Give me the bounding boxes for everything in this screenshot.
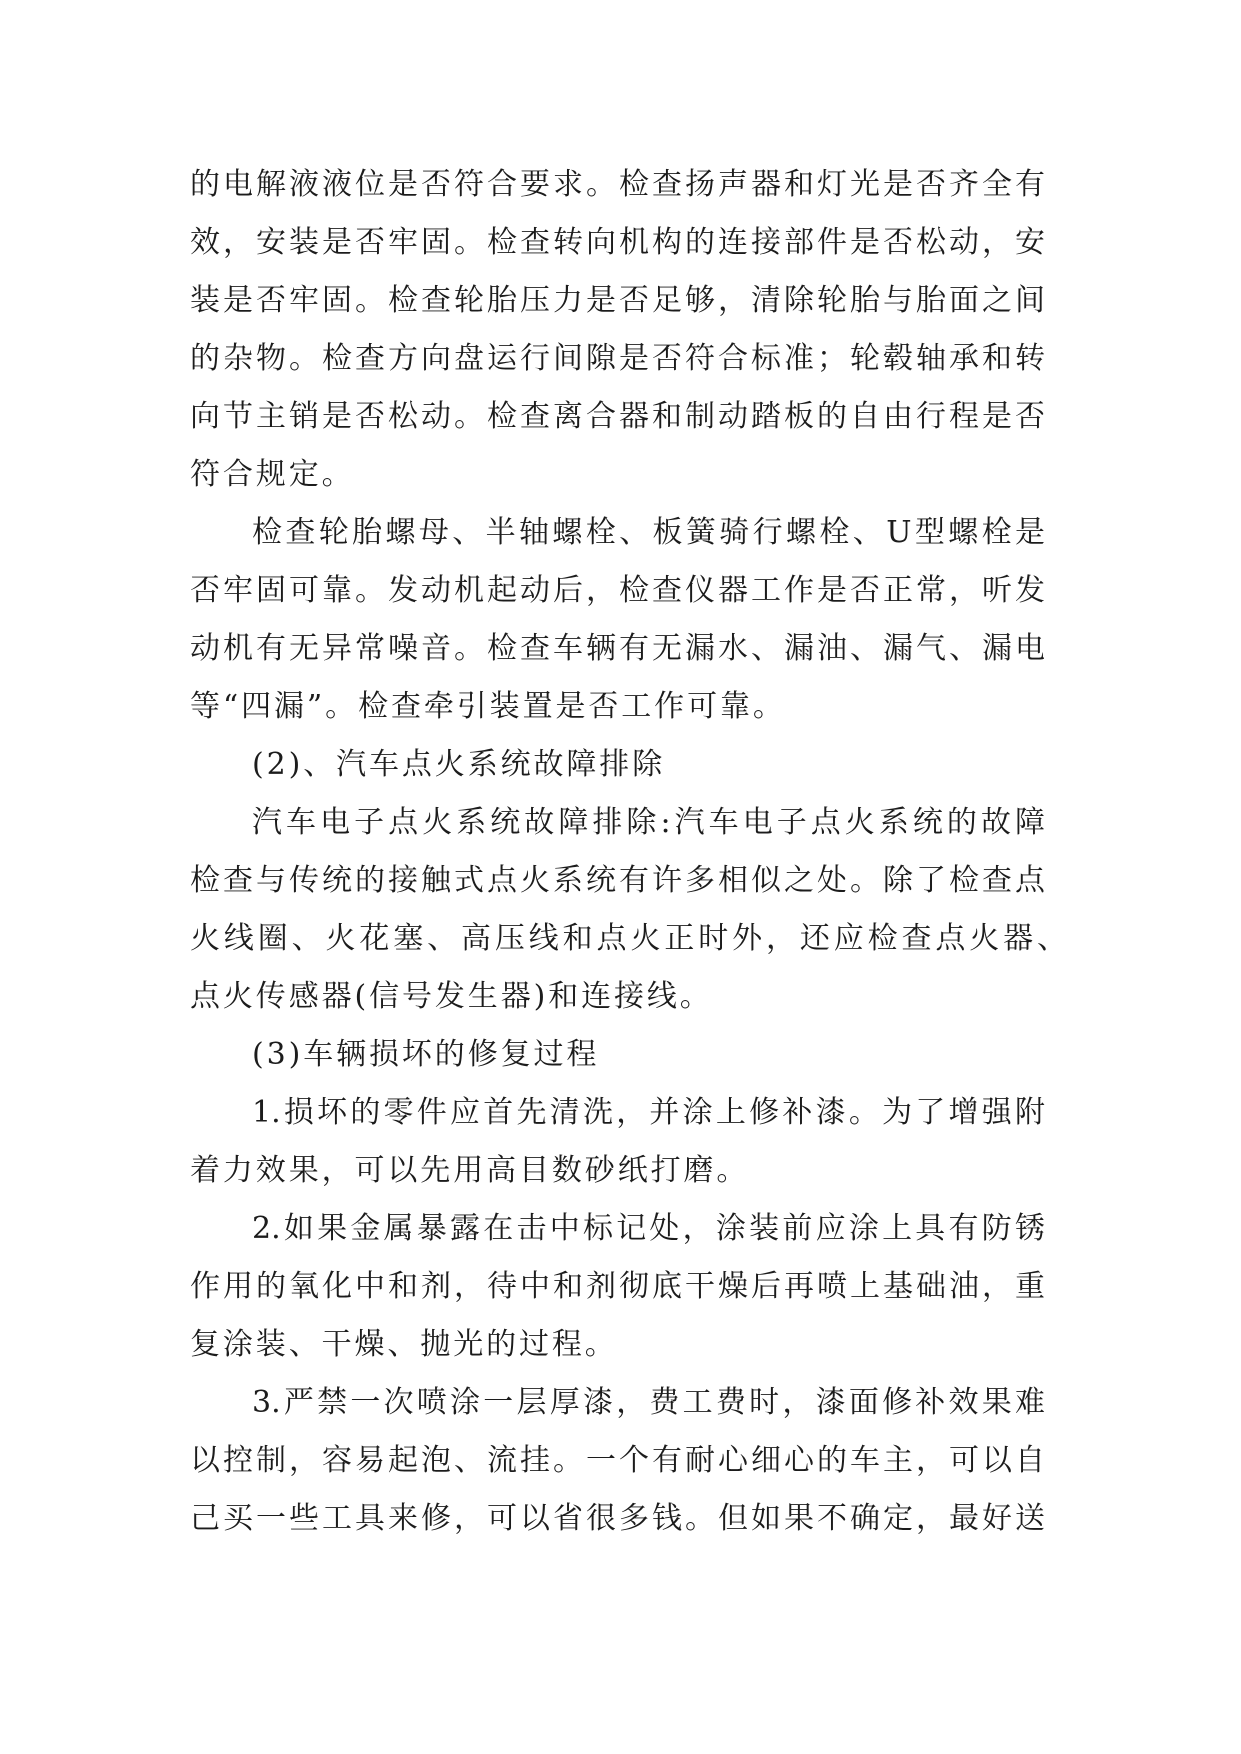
text-line: 向节主销是否松动。检查离合器和制动踏板的自由行程是否 <box>190 399 1045 434</box>
paragraph-electronic-ignition <box>190 794 1067 1026</box>
paragraph-repair-step-3 <box>190 1374 1045 1548</box>
text-line: 作用的氧化中和剂，待中和剂彻底干燥后再喷上基础油，重 <box>190 1269 1045 1304</box>
text-line: 检查轮胎螺母、半轴螺栓、板簧骑行螺栓、U型螺栓是 <box>252 515 1045 550</box>
text-line: 的电解液液位是否符合要求。检查扬声器和灯光是否齐全有 <box>190 167 1045 202</box>
text-line: 效，安装是否牢固。检查转向机构的连接部件是否松动，安 <box>190 225 1045 260</box>
section-heading: (2)、汽车点火系统故障排除 <box>252 747 666 782</box>
text-line: 复涂装、干燥、抛光的过程。 <box>190 1327 618 1362</box>
text-line: 3.严禁一次喷涂一层厚漆，费工费时，漆面修补效果难 <box>252 1385 1045 1420</box>
text-line: 2.如果金属暴露在击中标记处，涂装前应涂上具有防锈 <box>252 1211 1045 1246</box>
document-body <box>190 156 1067 1548</box>
text-line: 的杂物。检查方向盘运行间隙是否符合标准；轮毂轴承和转 <box>190 341 1045 376</box>
text-line: 着力效果，可以先用高目数砂纸打磨。 <box>190 1153 750 1188</box>
text-line: 火线圈、火花塞、高压线和点火正时外，还应检查点火器、 <box>190 921 1067 956</box>
text-line: 以控制，容易起泡、流挂。一个有耐心细心的车主，可以自 <box>190 1443 1045 1478</box>
paragraph-inspection-continued <box>190 156 1045 504</box>
paragraph-repair-step-2 <box>190 1200 1045 1374</box>
section-heading: (3)车辆损坏的修复过程 <box>252 1037 600 1072</box>
text-line: 1.损坏的零件应首先清洗，并涂上修补漆。为了增强附 <box>252 1095 1045 1130</box>
text-line: 点火传感器(信号发生器)和连接线。 <box>190 979 713 1014</box>
text-line: 汽车电子点火系统故障排除:汽车电子点火系统的故障 <box>252 805 1045 840</box>
text-line: 否牢固可靠。发动机起动后，检查仪器工作是否正常，听发 <box>190 573 1045 608</box>
text-line: 动机有无异常噪音。检查车辆有无漏水、漏油、漏气、漏电 <box>190 631 1045 666</box>
text-line: 等“四漏”。检查牵引装置是否工作可靠。 <box>190 689 786 724</box>
text-line: 检查与传统的接触式点火系统有许多相似之处。除了检查点 <box>190 863 1045 898</box>
paragraph-repair-step-1 <box>190 1084 1045 1200</box>
section-heading-repair <box>190 1026 1045 1084</box>
text-line: 己买一些工具来修，可以省很多钱。但如果不确定，最好送 <box>190 1501 1045 1536</box>
paragraph-inspection-bolts <box>190 504 1045 736</box>
text-line: 符合规定。 <box>190 457 355 492</box>
section-heading-ignition <box>190 736 1045 794</box>
text-line: 装是否牢固。检查轮胎压力是否足够，清除轮胎与胎面之间 <box>190 283 1045 318</box>
